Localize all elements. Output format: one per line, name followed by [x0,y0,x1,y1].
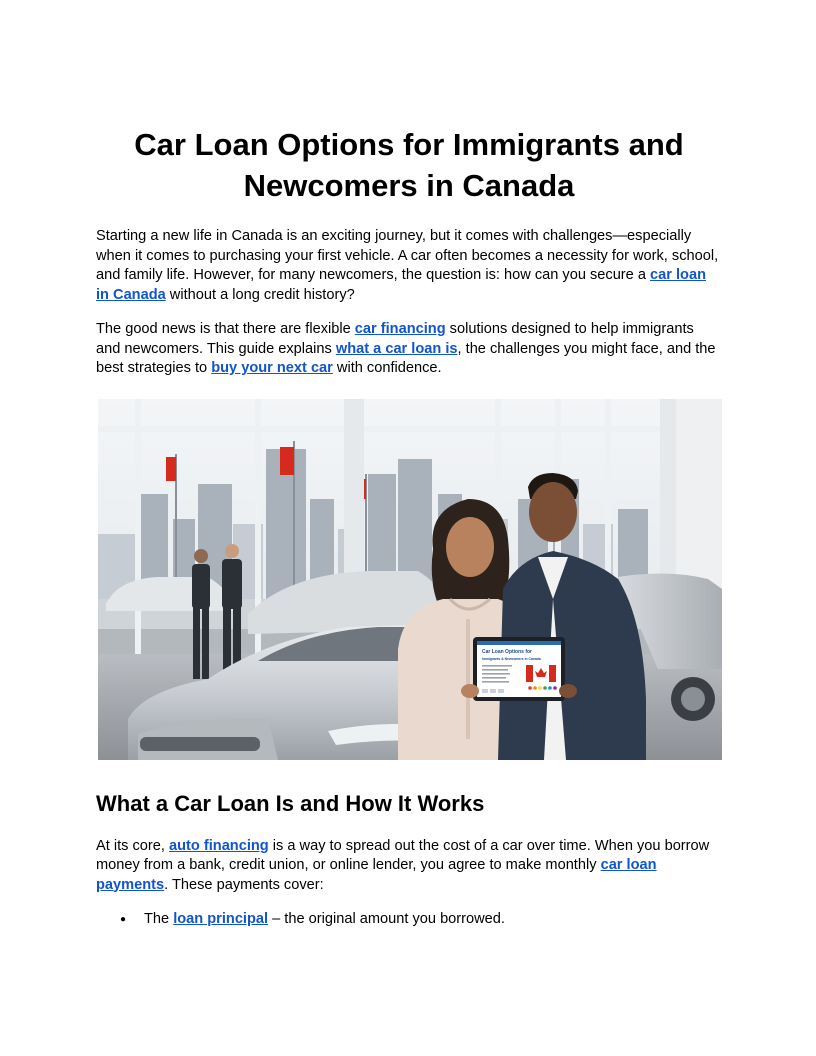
document-body [96,124,722,930]
bullet-list [96,910,722,930]
link-auto-financing[interactable]: auto financing [169,837,269,854]
tablet-title-line1: Car Loan Options for [482,648,532,655]
guide-paragraph: The good news is that there are flexible car financing solutions designed to help immigrants and newcomers. This guide explains what a car loan is, the challenges you might face, and the best strategies to buy your next car with confidence. [96,321,716,376]
link-loan-principal[interactable]: loan principal [173,911,269,927]
link-car-loan-payments[interactable]: car loan payments [96,857,657,893]
link-buy-your-next-car[interactable]: buy your next car [211,360,333,376]
tablet-title-line2: Immigrants & Newcomers in Canada [482,656,541,661]
link-car-loan-in-canada[interactable]: car loan in Canada [96,267,706,303]
link-what-a-car-loan-is[interactable]: what a car loan is [335,340,458,357]
dealership-photo [98,399,722,760]
list-item: ● The loan principal – the original amount you borrowed. [96,910,722,930]
section-paragraph: At its core, auto financing is a way to spread out the cost of a car over time. When you borrow money from a bank, credit union, or online lender, you agree to make monthly car loan payments. These payments cover: [96,837,710,893]
page-title: Car Loan Options for Immigrants and Newcomers in Canada [134,127,684,203]
hero-image [98,399,722,760]
intro-paragraph: Starting a new life in Canada is an exciting journey, but it comes with challenges—especially when it comes to purchasing your first vehicle. A car often becomes a necessity for work, school, and family life. However, for many newcomers, the question is: how can you secure a car loan in Canada without a long credit history? [96,228,719,303]
link-car-financing[interactable]: car financing [354,321,446,337]
section-heading: What a Car Loan Is and How It Works [96,790,485,816]
tablet [461,637,577,701]
